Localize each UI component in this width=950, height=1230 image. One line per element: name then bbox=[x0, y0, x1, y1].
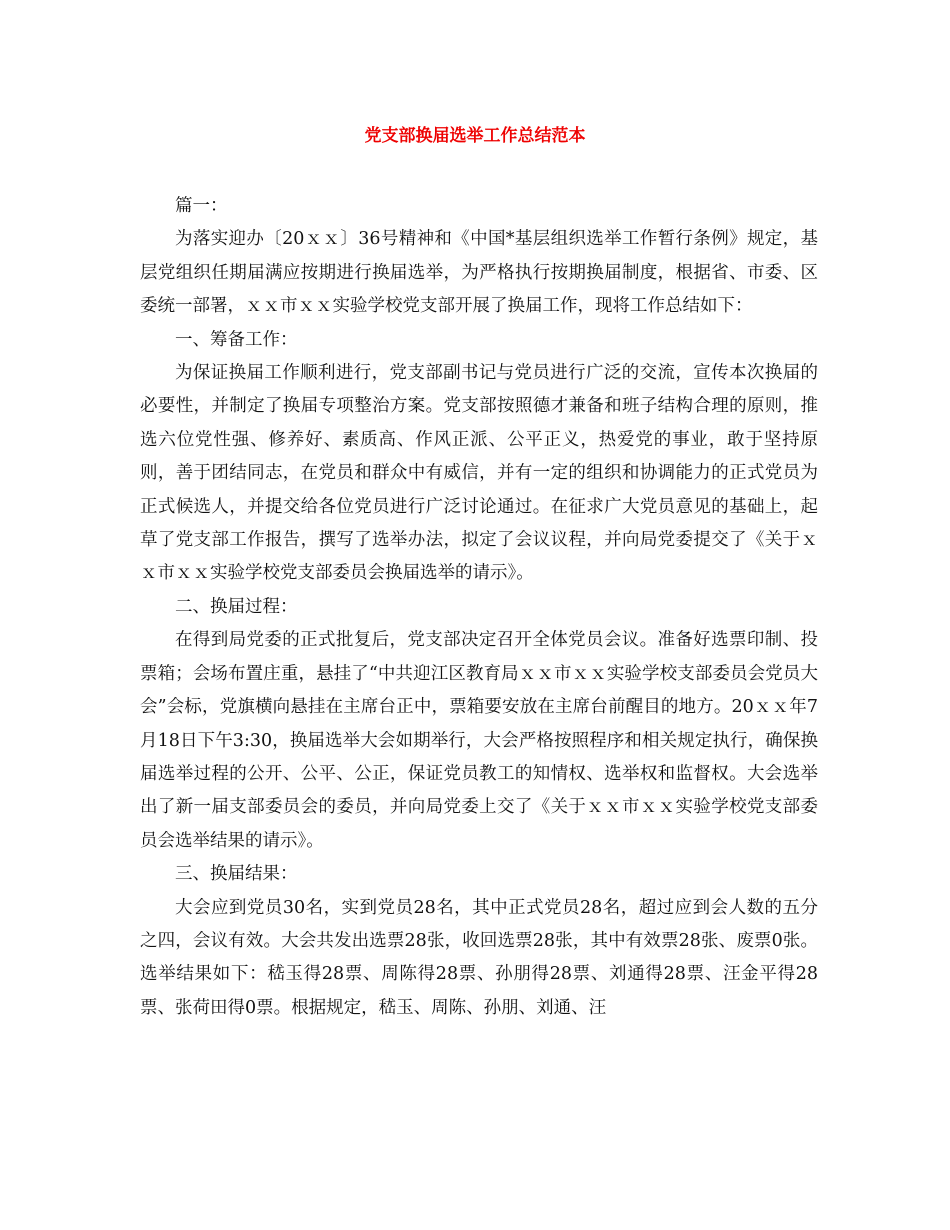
heading-process: 二、换届过程： bbox=[175, 596, 298, 617]
paragraph-section-label: 篇一： bbox=[175, 196, 228, 216]
heading-results: 三、换届结果： bbox=[175, 864, 298, 885]
paragraph-results: 大会应到党员30名，实到党员28名，其中正式党员28名，超过应到会人数的五分之四，会议有效。大会共发出选票28张，收回选票28张，其中有效票28张、废票0张。选举结果如下：嵇玉得28票、周陈得28票、孙朋得28票、刘通得28票、汪金平得28票、张荷田得0票。根据规定，嵇玉、周陈、孙朋、刘通、汪 bbox=[140, 897, 818, 1018]
document-body bbox=[140, 190, 818, 1025]
paragraph-preparation: 为保证换届工作顺利进行，党支部副书记与党员进行广泛的交流，宣传本次换届的必要性，并制定了换届专项整治方案。党支部按照德才兼备和班子结构合理的原则，推选六位党性强、修养好、素质高、作风正派、公平正义，热爱党的事业，敢于坚持原则，善于团结同志，在党员和群众中有威信，并有一定的组织和协调能力的正式党员为正式候选人，并提交给各位党员进行广泛讨论通过。在征求广大党员意见的基础上，起草了党支部工作报告，撰写了选举办法，拟定了会议议程，并向局党委提交了《关于ｘｘ市ｘｘ实验学校党支部委员会换届选举的请示》。 bbox=[140, 363, 818, 584]
paragraph-intro: 为落实迎办〔20ｘｘ〕36号精神和《中国*基层组织选举工作暂行条例》规定，基层党组织任期届满应按期进行换届选举，为严格执行按期换届制度，根据省、市委、区委统一部署，ｘｘ市ｘｘ实验学校党支部开展了换届工作，现将工作总结如下： bbox=[140, 229, 818, 317]
document-title: 党支部换届选举工作总结范本 bbox=[364, 126, 586, 146]
paragraph-process: 在得到局党委的正式批复后，党支部决定召开全体党员会议。准备好选票印制、投票箱；会场布置庄重，悬挂了“中共迎江区教育局ｘｘ市ｘｘ实验学校支部委员会党员大会”会标，党旗横向悬挂在主席台正中，票箱要安放在主席台前醒目的地方。20ｘｘ年7月18日下午3:30，换届选举大会如期举行，大会严格按照程序和相关规定执行，确保换届选举过程的公开、公平、公正，保证党员教工的知情权、选举权和监督权。大会选举出了新一届支部委员会的委员，并向局党委上交了《关于ｘｘ市ｘｘ实验学校党支部委员会选举结果的请示》。 bbox=[140, 630, 818, 851]
heading-preparation: 一、筹备工作： bbox=[175, 329, 298, 350]
